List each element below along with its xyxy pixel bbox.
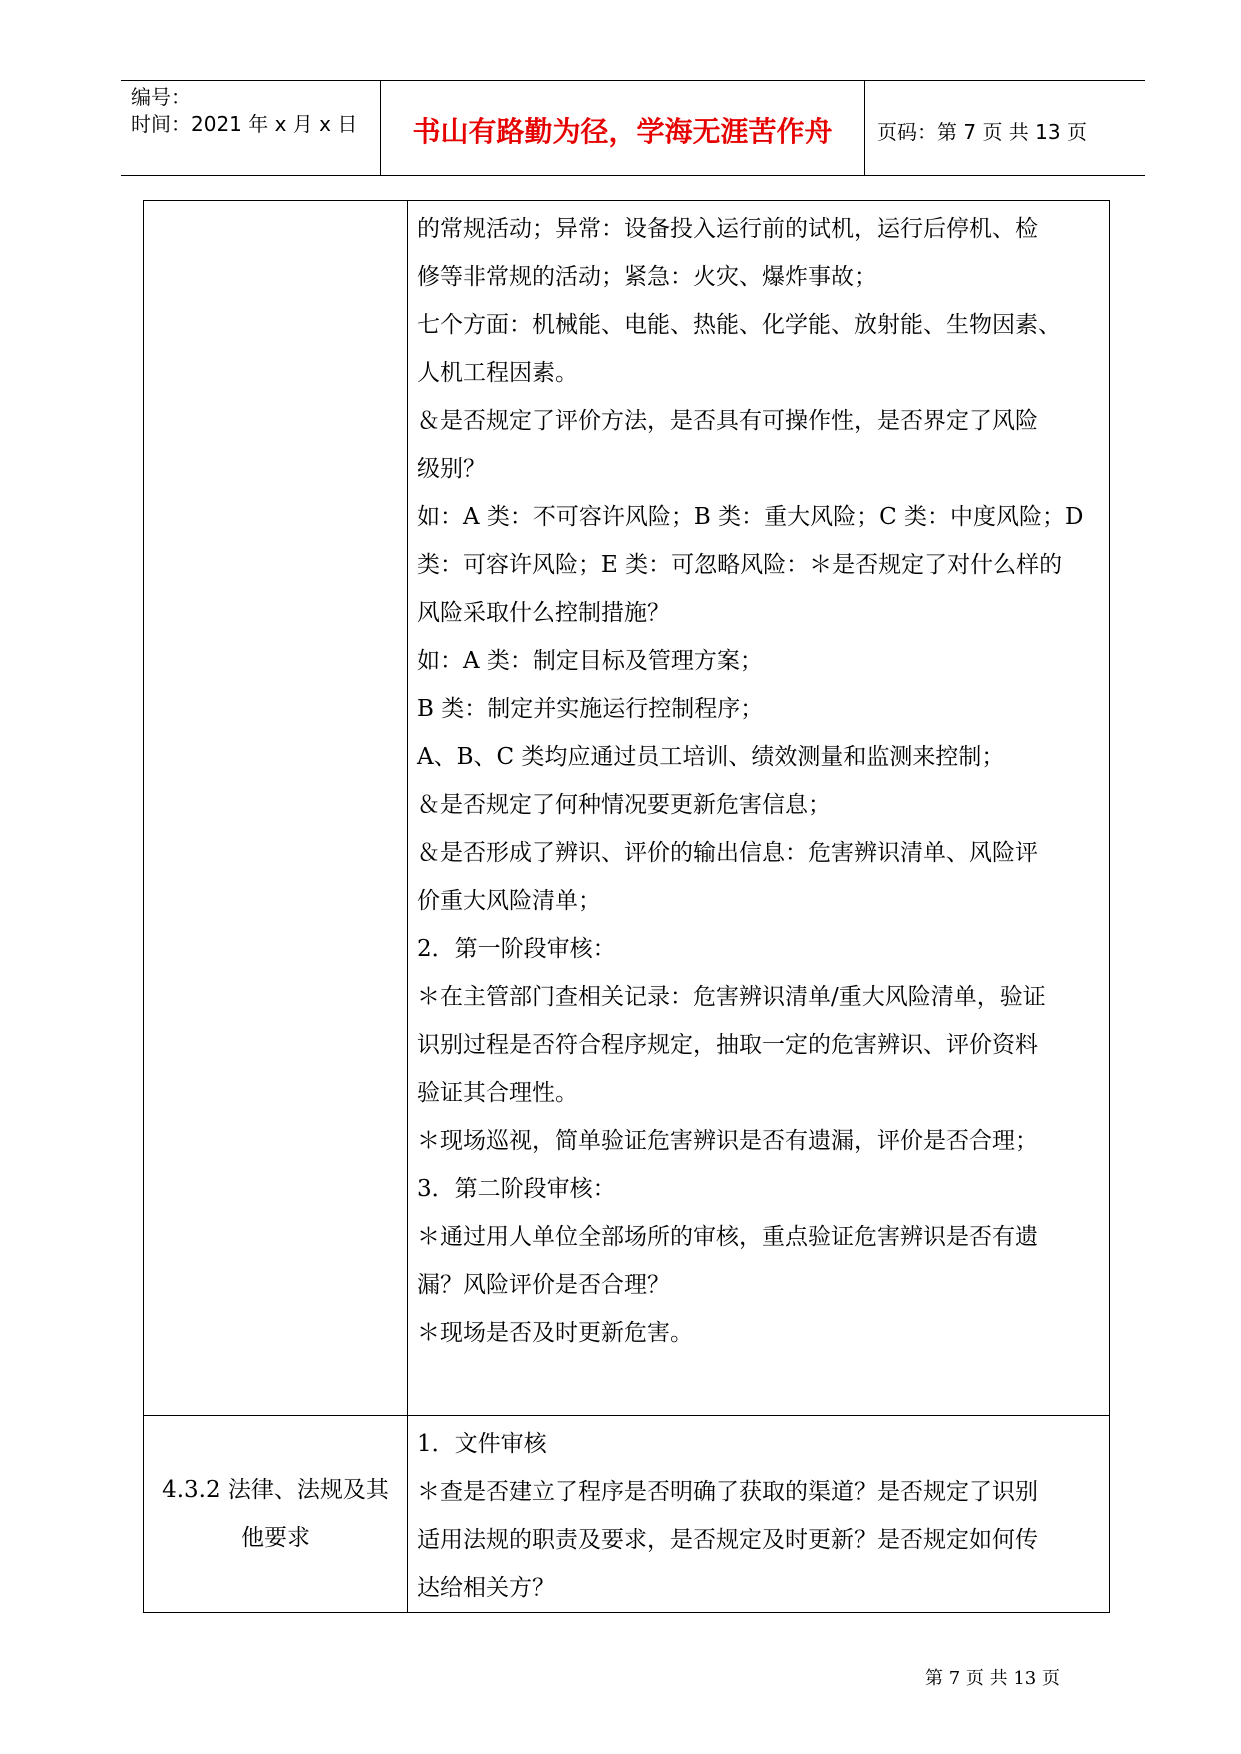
time-label: 时间：2021 年 x 月 x 日 [131,112,358,136]
text-line: A、B、C 类均应通过员工培训、绩效测量和监测来控制； [417,744,1005,770]
page-footer: 第 7 页 共 13 页 [925,1668,1060,1689]
text-line: ＊查是否建立了程序是否明确了获取的渠道？是否规定了识别 [417,1479,1038,1505]
text-line: 级别？ [417,456,486,482]
text-line: 风险采取什么控制措施？ [417,600,670,626]
clause-cell: 4.3.2 法律、法规及其他要求 [144,1416,408,1613]
text-line: 适用法规的职责及要求，是否规定及时更新？是否规定如何传 [417,1527,1038,1553]
text-line: ＆是否规定了评价方法，是否具有可操作性，是否界定了风险 [417,408,1038,434]
text-line: ＆是否规定了何种情况要更新危害信息； [417,792,831,818]
text-line: 的常规活动；异常：设备投入运行前的试机，运行后停机、检 [417,216,1038,242]
text-line: 漏？风险评价是否合理？ [417,1272,670,1298]
text-line: ＊在主管部门查相关记录：危害辨识清单/重大风险清单，验证 [417,984,1046,1010]
text-line: 类：可容许风险；E 类：可忽略风险：＊是否规定了对什么样的 [417,552,1063,578]
text-line: 如：A 类：不可容许风险；B 类：重大风险；C 类：中度风险；D [417,504,1084,530]
text-line: 如：A 类：制定目标及管理方案； [417,648,763,674]
table-row [144,1416,1110,1613]
header-page-info: 页码：第 7 页 共 13 页 [877,119,1087,144]
content-cell [408,1416,1110,1613]
cell-spacer [417,1357,1101,1415]
text-line: ＊现场巡视，简单验证危害辨识是否有遗漏，评价是否合理； [417,1128,1038,1154]
text-line: 修等非常规的活动；紧急：火灾、爆炸事故； [417,264,877,290]
audit-table [143,200,1110,1613]
page-header [121,80,1145,176]
text-line: 七个方面：机械能、电能、热能、化学能、放射能、生物因素、 [417,312,1061,338]
text-line: 1．文件审核 [417,1431,547,1457]
table-row [144,201,1110,1416]
text-line: ＆是否形成了辨识、评价的输出信息：危害辨识清单、风险评 [417,840,1038,866]
content-cell [408,201,1110,1416]
text-line: 验证其合理性。 [417,1080,578,1106]
text-line: 价重大风险清单； [417,888,601,914]
code-label: 编号： [131,85,191,109]
text-line: 3．第二阶段审核： [417,1176,616,1202]
text-line: ＊通过用人单位全部场所的审核，重点验证危害辨识是否有遗 [417,1224,1038,1250]
text-line: B 类：制定并实施运行控制程序； [417,696,764,722]
clause-cell [144,201,408,1416]
text-line: 达给相关方？ [417,1575,555,1601]
header-meta [121,81,381,175]
text-line: 人机工程因素。 [417,360,578,386]
text-line: 2．第一阶段审核： [417,936,616,962]
text-line: 识别过程是否符合程序规定，抽取一定的危害辨识、评价资料 [417,1032,1038,1058]
text-line: ＊现场是否及时更新危害。 [417,1320,693,1346]
header-motto: 书山有路勤为径，学海无涯苦作舟 [381,81,865,175]
